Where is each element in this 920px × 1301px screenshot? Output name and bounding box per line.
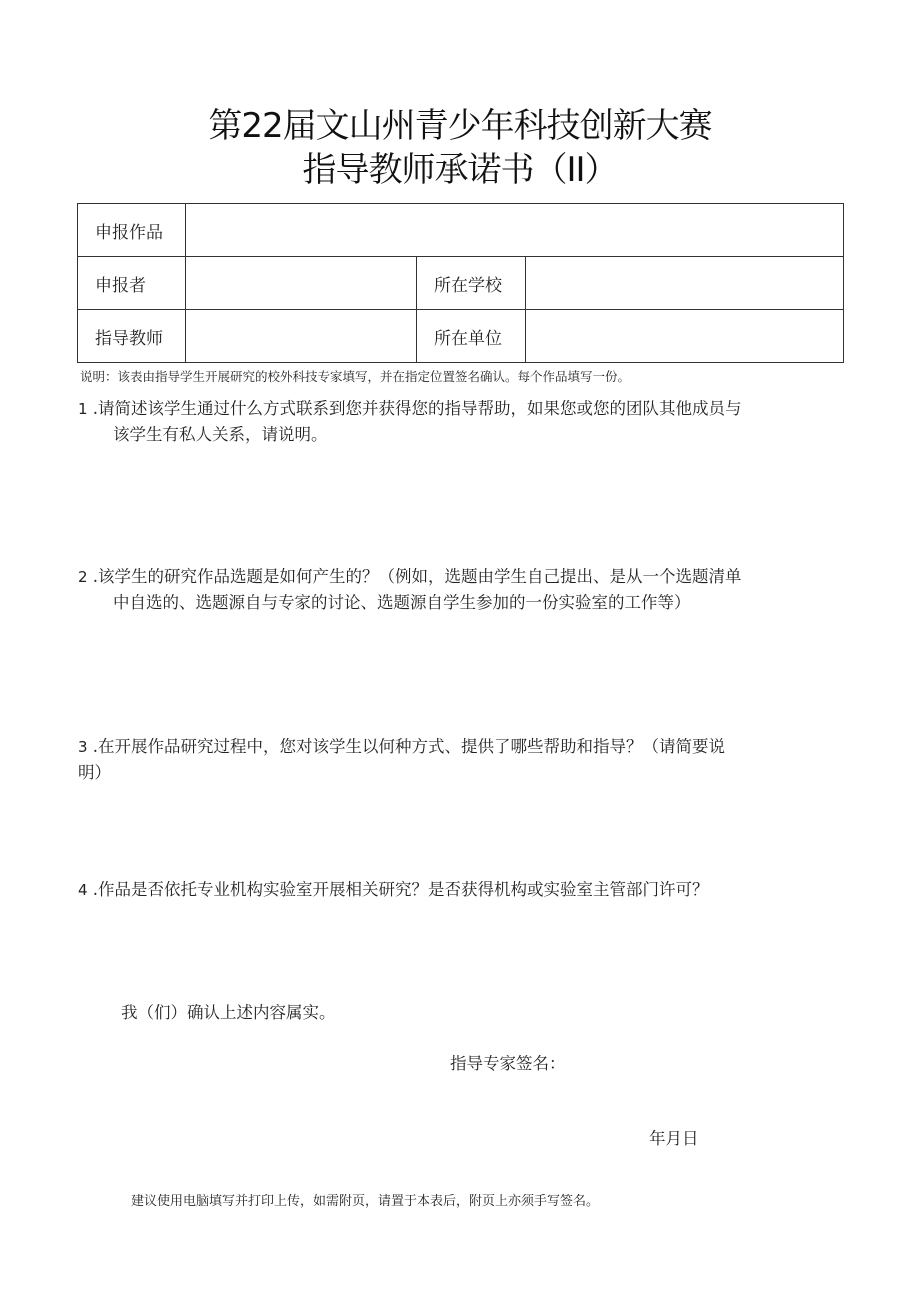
question-1-number: 1 [78, 400, 88, 418]
school-label: 所在学校 [417, 257, 526, 310]
question-2 [78, 564, 848, 616]
question-3-number: 3 [78, 738, 88, 756]
document-title: 第22届文山州青少年科技创新大赛 [208, 106, 712, 146]
work-row [78, 204, 844, 257]
question-4 [78, 877, 848, 903]
date-label: 年月日 [649, 1129, 699, 1148]
question-3-text-cont: 明） [78, 763, 111, 782]
question-1-text-cont: 该学生有私人关系，请说明。 [113, 425, 328, 444]
question-1 [78, 396, 848, 448]
work-label: 申报作品 [78, 204, 186, 257]
question-2-number: 2 [78, 568, 88, 586]
teacher-label: 指导教师 [78, 310, 186, 363]
signature-label: 指导专家签名： [450, 1054, 566, 1073]
question-2-text: .该学生的研究作品选题是如何产生的？（例如，选题由学生自己提出、是从一个选题清单 [92, 567, 742, 586]
applicant-row [78, 257, 844, 310]
question-3-text: .在开展作品研究过程中，您对该学生以何种方式、提供了哪些帮助和指导？（请简要说 [92, 737, 726, 756]
confirmation-statement: 我（们）确认上述内容属实。 [121, 1003, 336, 1022]
question-4-text: .作品是否依托专业机构实验室开展相关研究？是否获得机构或实验室主管部门许可？ [92, 880, 709, 899]
footer-note: 建议使用电脑填写并打印上传，如需附页，请置于本表后，附页上亦须手写签名。 [131, 1194, 600, 1209]
applicant-field[interactable] [186, 257, 417, 310]
unit-field[interactable] [526, 310, 844, 363]
question-4-number: 4 [78, 881, 88, 899]
question-1-text: .请简述该学生通过什么方式联系到您并获得您的指导帮助，如果您或您的团队其他成员与 [92, 399, 742, 418]
applicant-label: 申报者 [78, 257, 186, 310]
school-field[interactable] [526, 257, 844, 310]
teacher-field[interactable] [186, 310, 417, 363]
work-field[interactable] [186, 204, 844, 257]
document-subtitle: 指导教师承诺书（II） [302, 150, 618, 190]
info-table [77, 203, 844, 363]
unit-label: 所在单位 [417, 310, 526, 363]
form-note: 说明：该表由指导学生开展研究的校外科技专家填写，并在指定位置签名确认。每个作品填写一份。 [80, 369, 631, 384]
question-3 [78, 734, 848, 786]
teacher-row [78, 310, 844, 363]
question-2-text-cont: 中自选的、选题源自与专家的讨论、选题源自学生参加的一份实验室的工作等） [113, 593, 691, 612]
